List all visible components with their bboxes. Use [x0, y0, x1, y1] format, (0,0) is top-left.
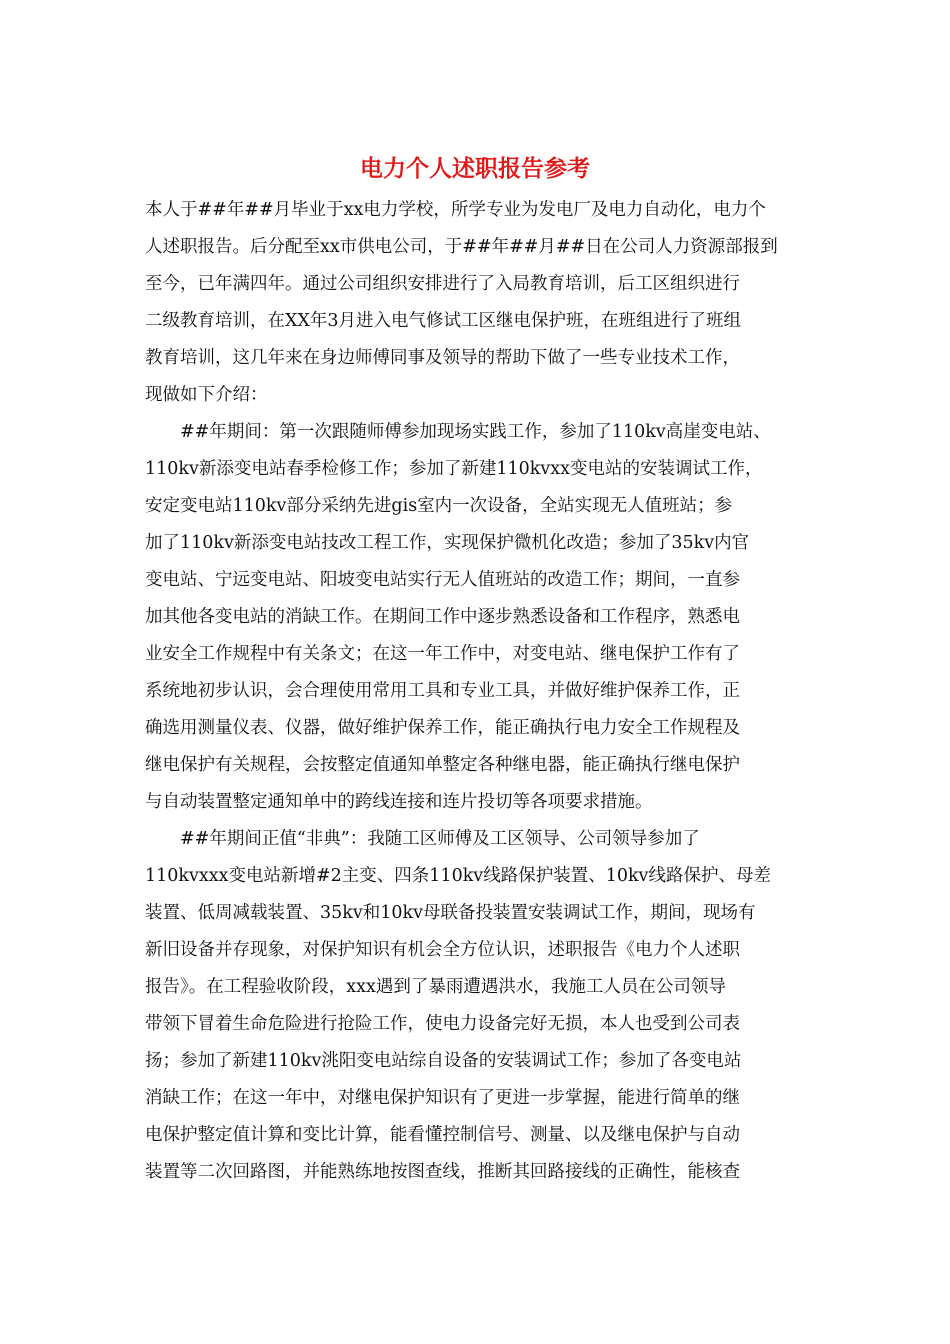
body-line: 电保护整定值计算和变比计算，能看懂控制信号、测量、以及继电保护与自动	[145, 1125, 740, 1145]
body-line: 安定变电站110kv部分采纳先进gis室内一次设备，全站实现无人值班站；参	[145, 496, 733, 516]
body-line: 扬；参加了新建110kv洮阳变电站综自设备的安装调试工作；参加了各变电站	[145, 1051, 742, 1071]
body-line: 带领下冒着生命危险进行抢险工作，使电力设备完好无损，本人也受到公司表	[145, 1014, 740, 1034]
body-line: 至今，已年满四年。通过公司组织安排进行了入局教育培训，后工区组织进行	[145, 274, 740, 294]
body-line: 业安全工作规程中有关条文；在这一年工作中，对变电站、继电保护工作有了	[145, 644, 740, 664]
body-line: ##年期间：第一次跟随师傅参加现场实践工作，参加了110kv高崖变电站、	[145, 422, 771, 442]
body-line: 现做如下介绍：	[145, 385, 268, 405]
body-line: 确选用测量仪表、仪器，做好维护保养工作，能正确执行电力安全工作规程及	[145, 718, 740, 738]
body-line: 消缺工作；在这一年中，对继电保护知识有了更进一步掌握，能进行简单的继	[145, 1088, 740, 1108]
body-line: 继电保护有关规程，会按整定值通知单整定各种继电器，能正确执行继电保护	[145, 755, 740, 775]
body-line: 110kv新添变电站春季检修工作；参加了新建110kvxx变电站的安装调试工作，	[145, 459, 763, 479]
body-line: 人述职报告。后分配至xx市供电公司，于##年##月##日在公司人力资源部报到	[145, 237, 778, 257]
body-line: 装置等二次回路图，并能熟练地按图查线，推断其回路接线的正确性，能核查	[145, 1162, 740, 1182]
body-line: ##年期间正值“非典”：我随工区师傅及工区领导、公司领导参加了	[145, 829, 700, 849]
body-line: 变电站、宁远变电站、阳坡变电站实行无人值班站的改造工作；期间，一直参	[145, 570, 740, 590]
body-line: 装置、低周减载装置、35kv和10kv母联备投装置安装调试工作，期间，现场有	[145, 903, 756, 923]
body-line: 本人于##年##月毕业于xx电力学校，所学专业为发电厂及电力自动化，电力个	[145, 200, 766, 220]
body-line: 二级教育培训，在XX年3月进入电气修试工区继电保护班，在班组进行了班组	[145, 311, 742, 331]
body-line: 加了110kv新添变电站技改工程工作，实现保护微机化改造；参加了35kv内官	[145, 533, 750, 553]
body-line: 加其他各变电站的消缺工作。在期间工作中逐步熟悉设备和工作程序，熟悉电	[145, 607, 740, 627]
body-line: 教育培训，这几年来在身边师傅同事及领导的帮助下做了一些专业技术工作，	[145, 348, 740, 368]
body-line: 110kvxxx变电站新增#2主变、四条110kv线路保护装置、10kv线路保护、母差	[145, 866, 771, 886]
body-line: 与自动装置整定通知单中的跨线连接和连片投切等各项要求措施。	[145, 792, 653, 812]
page-title: 电力个人述职报告参考	[360, 155, 590, 182]
body-line: 新旧设备并存现象，对保护知识有机会全方位认识，述职报告《电力个人述职	[145, 940, 740, 960]
body-line: 报告》。在工程验收阶段，xxx遇到了暴雨遭遇洪水，我施工人员在公司领导	[145, 977, 726, 997]
body-line: 系统地初步认识，会合理使用常用工具和专业工具，并做好维护保养工作，正	[145, 681, 740, 701]
